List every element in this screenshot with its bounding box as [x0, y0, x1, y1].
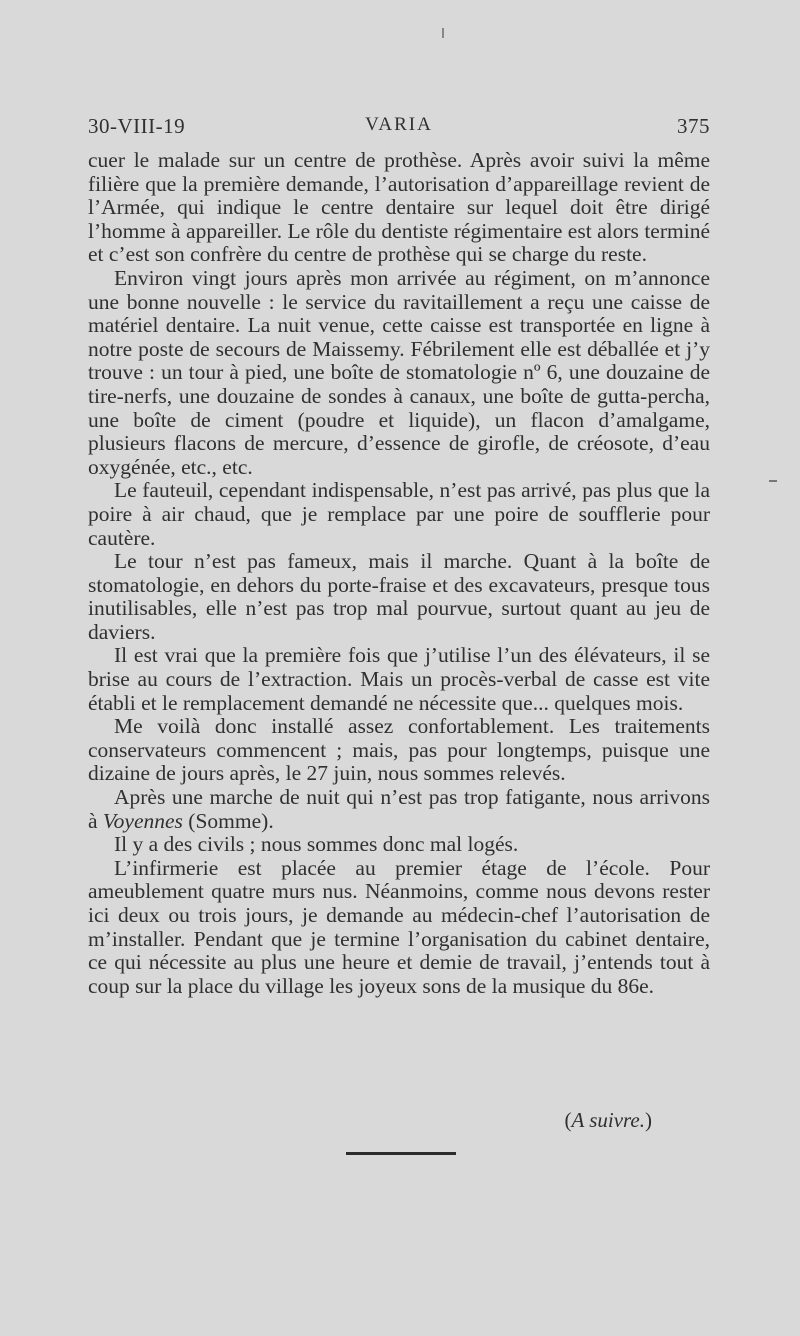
ink-speck [442, 28, 444, 38]
page-number: 375 [677, 114, 710, 138]
running-header [88, 114, 710, 144]
paragraph: Le tour n’est pas fameux, mais il marche. Quant à la boîte de stomatologie, en dehors du porte-fraise et des excavateurs, presque tous inutilisables, elle n’est pas trop mal pourvue, surtout quant au jeu de daviers. [88, 549, 710, 644]
to-be-continued [565, 1108, 653, 1133]
paragraph-text: Après une marche de nuit qui n’est pas trop fatigante, nous arrivons à [88, 785, 710, 833]
paragraph: Environ vingt jours après mon arrivée au régiment, on m’annonce une bonne nouvelle : le service du ravitaillement a reçu une caisse de matériel dentaire. La nuit venue, cette caisse est transportée en ligne à notre poste de secours de Maissemy. Fébrilement elle est déballée et j’y trouve : un tour à pied, une boîte de stomatologie nº 6, une douzaine de tire-nerfs, une douzaine de sondes à canaux, une boîte de gutta-percha, une boîte de ciment (poudre et liquide), un flacon d’amalgame, plusieurs flacons de mercure, d’essence de girofle, de créosote, d’eau oxygénée, etc., etc. [88, 265, 710, 479]
paragraph: Il est vrai que la première fois que j’utilise l’un des élévateurs, il se brise au cours de l’extraction. Mais un procès-verbal de casse est vite établi et le remplacement demandé ne nécessite que... quelques mois. [88, 643, 710, 715]
paragraph: Me voilà donc installé assez confortablement. Les traitements conservateurs commencent ; mais, pas pour longtemps, puisque une dizaine de jours après, le 27 juin, nous sommes relevés. [88, 714, 710, 786]
paragraph: cuer le malade sur un centre de prothèse. Après avoir suivi la même filière que la première demande, l’autorisation d’appareillage revient de l’Armée, qui indique le centre dentaire sur lequel doit être dirigé l’homme à appareiller. Le rôle du dentiste régimentaire est alors terminé et c’est son confrère du centre de prothèse qui se charge du reste. [88, 148, 710, 267]
paren-open: ( [564, 1108, 572, 1132]
paragraph: L’infirmerie est placée au premier étage de l’école. Pour ameublement quatre murs nus. Néanmoins, comme nous devons rester ici deux ou trois jours, je demande au médecin-chef l’autorisation de m’installer. Pendant que je termine l’organisation du cabinet dentaire, ce qui nécessite au plus une heure et demie de travail, j’entends tout à coup sur la place du village les joyeux sons de la musique du 86e. [88, 855, 710, 998]
margin-mark [769, 480, 777, 482]
article-body [88, 149, 710, 998]
place-name: Voyennes [102, 808, 183, 833]
header-section-title: VARIA [365, 114, 433, 135]
paragraph [88, 786, 710, 833]
header-date: 30-VIII-19 [88, 114, 186, 138]
place-region: (Somme). [188, 808, 274, 833]
end-rule [346, 1152, 456, 1155]
paragraph: Il y a des civils ; nous sommes donc mal logés. [114, 832, 519, 857]
suite-text: A suivre. [571, 1108, 645, 1132]
paragraph: Le fauteuil, cependant indispensable, n’est pas arrivé, pas plus que la poire à air chaud, que je remplace par une poire de soufflerie pour cautère. [88, 478, 710, 550]
paren-close: ) [645, 1108, 652, 1132]
